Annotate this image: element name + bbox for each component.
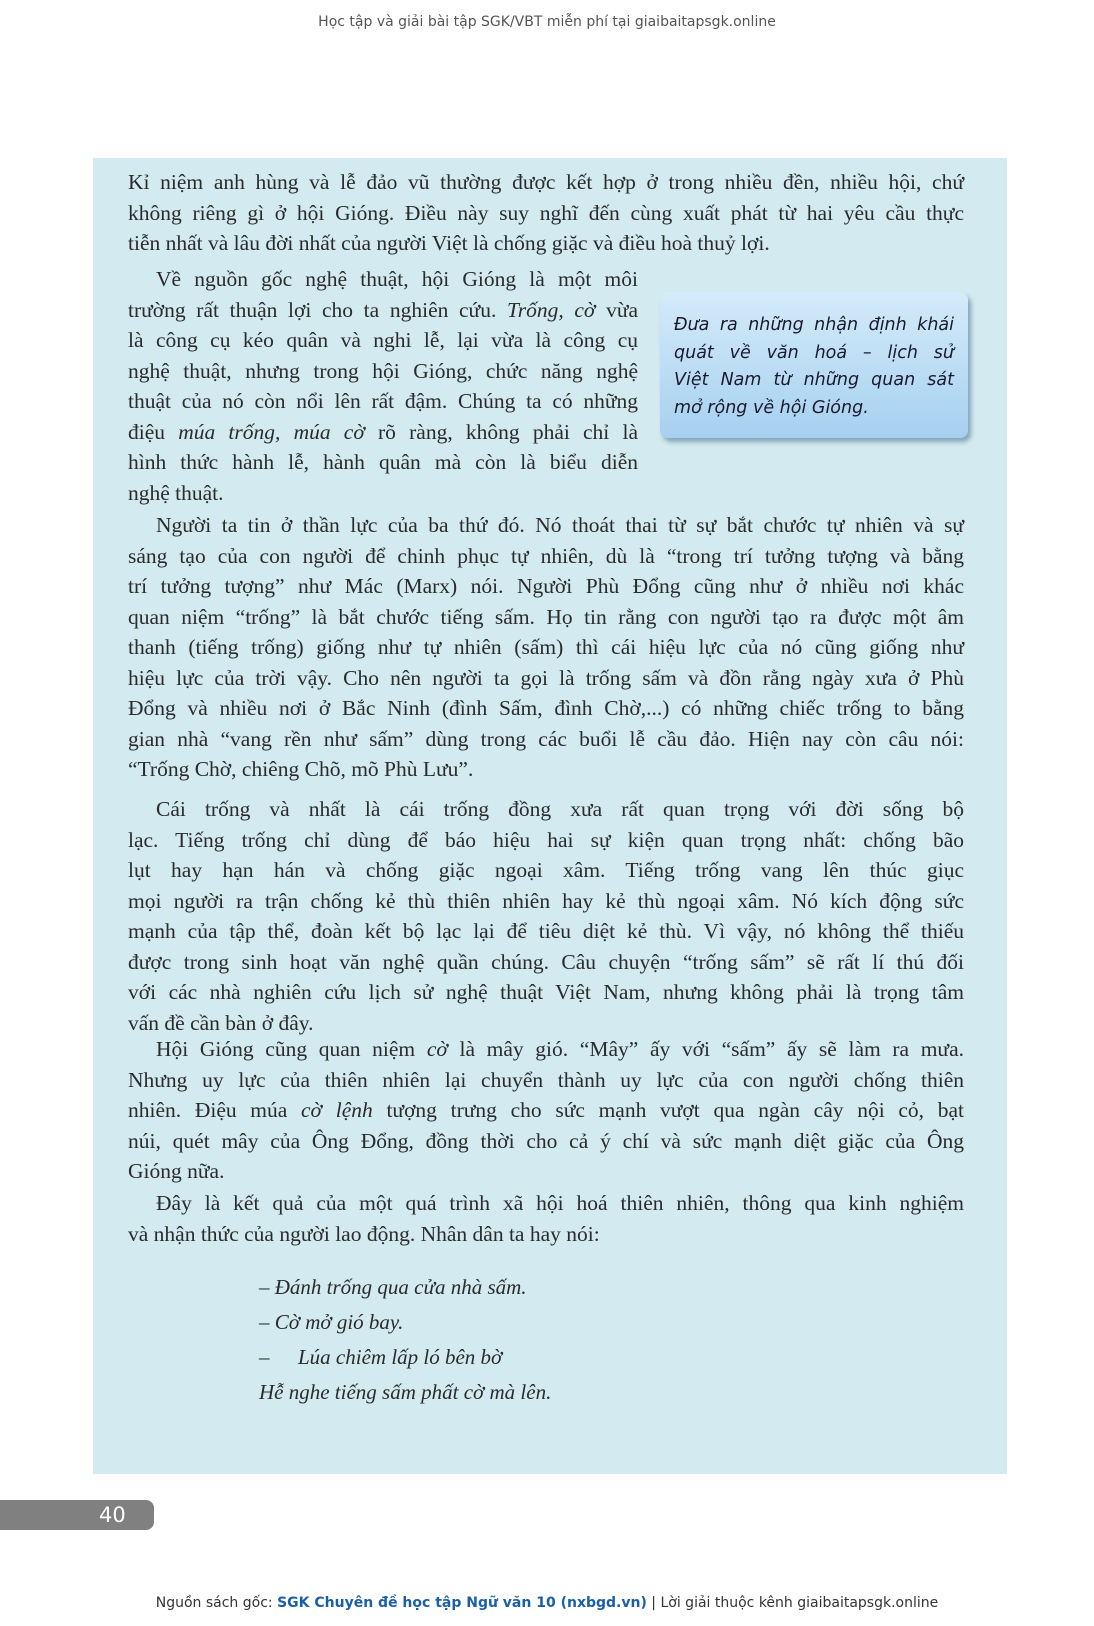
text-line: Đây là kết quả của một quá trình xã hội hoá thiên nhiên, thông qua kinh nghiệm bbox=[156, 1191, 964, 1215]
text-run: hình thức hành lễ, hành quân mà còn là biểu diễn bbox=[128, 450, 638, 474]
text-line bbox=[128, 1126, 964, 1157]
text-line: hiệu lực của trời vậy. Cho nên người ta gọi là trống sấm và đồn rằng ngày xưa ở Phù bbox=[128, 665, 964, 690]
emphasis-term: cờ lệnh bbox=[301, 1098, 373, 1122]
text-run: Hội Gióng cũng quan niệm bbox=[156, 1037, 427, 1061]
text-run: vừa bbox=[595, 297, 639, 322]
site-header: Học tập và giải bài tập SGK/VBT miễn phí tại giaibaitapsgk.online bbox=[318, 14, 776, 30]
text-line: được trong sinh hoạt văn nghệ quần chúng. Câu chuyện “trống sấm” sẽ rất lí thú đối bbox=[128, 949, 964, 974]
callout-line: Việt Nam từ những quan sát bbox=[674, 370, 954, 390]
text-line: lạc. Tiếng trống chỉ dùng để báo hiệu hai sự kiện quan trọng nhất: chống bão bbox=[128, 827, 964, 852]
text-run: điệu bbox=[128, 419, 179, 444]
emphasis-term: múa trống, múa cờ bbox=[178, 419, 365, 444]
text-line bbox=[128, 1034, 964, 1065]
paragraph-bronze-drum bbox=[128, 794, 964, 1038]
text-run: trường rất thuận lợi cho ta nghiên cứu. bbox=[128, 297, 507, 322]
text-run: nghệ thuật. bbox=[128, 480, 224, 505]
text-line bbox=[128, 386, 638, 417]
text-line: trí tưởng tượng” như Mác (Marx) nói. Người Phù Đổng cũng như ở nhiều nơi khác bbox=[128, 574, 964, 598]
text-run: là mây gió. “Mây” ấy với “sấm” ấy sẽ làm ra mưa. bbox=[447, 1037, 965, 1061]
text-run: Gióng nữa. bbox=[128, 1159, 225, 1183]
text-line: vấn đề cần bàn ở đây. bbox=[128, 1010, 314, 1035]
text-line bbox=[128, 1156, 964, 1187]
task-callout bbox=[660, 292, 968, 438]
text-line: và nhận thức của người lao động. Nhân dân ta hay nói: bbox=[128, 1221, 600, 1246]
paragraph-flag-meaning bbox=[128, 1034, 964, 1187]
paragraph-intro bbox=[128, 167, 964, 259]
text-run: tượng trưng cho sức mạnh vượt qua ngàn cây nội cỏ, bạt bbox=[372, 1098, 964, 1122]
source-footer bbox=[0, 1595, 1094, 1611]
text-line: mạnh của tập thể, đoàn kết bộ lạc lại để tiêu diệt kẻ thù. Vì vậy, nó không thể thiếu bbox=[128, 919, 964, 943]
text-line: gian nhà “vang rền như sấm” dùng trong các buổi lễ cầu đảo. Hiện nay còn câu nói: bbox=[128, 726, 964, 751]
text-line bbox=[128, 417, 638, 448]
page-number: 40 bbox=[99, 1503, 126, 1527]
text-run: rõ ràng, không phải chỉ là bbox=[364, 419, 638, 444]
text-line bbox=[128, 1065, 964, 1096]
footer-prefix: Nguồn sách gốc: bbox=[155, 1595, 278, 1611]
folk-verse-4: Hễ nghe tiếng sấm phất cờ mà lên. bbox=[259, 1380, 552, 1404]
page-number-tab bbox=[0, 1500, 154, 1530]
text-line: Cái trống và nhất là cái trống đồng xưa rất quan trọng với đời sống bộ bbox=[156, 797, 964, 821]
text-line: với các nhà nghiên cứu lịch sử nghệ thuật Việt Nam, nhưng không phải là trọng tâm bbox=[128, 980, 964, 1004]
text-line: Người ta tin ở thần lực của ba thứ đó. Nó thoát thai từ sự bắt chước tự nhiên và sự bbox=[156, 513, 964, 537]
folk-verse-3: Lúa chiêm lấp ló bên bờ bbox=[298, 1345, 503, 1369]
paragraph-art-origin bbox=[128, 264, 638, 508]
paragraph-socialization bbox=[128, 1188, 964, 1249]
callout-line: quát về văn hoá – lịch sử bbox=[674, 342, 954, 363]
text-line: không riêng gì ở hội Gióng. Điều này suy nghĩ đến cùng xuất phát từ hai yêu cầu thực bbox=[128, 200, 964, 225]
folk-verse-3-dash: – bbox=[259, 1345, 270, 1369]
text-run: nghệ thuật, nhưng trong hội Gióng, chức năng nghệ bbox=[128, 358, 638, 383]
text-line: “Trống Chờ, chiêng Chõ, mõ Phù Lưu”. bbox=[128, 757, 474, 781]
text-line: Kỉ niệm anh hùng và lễ đảo vũ thường được kết hợp ở trong nhiều đền, nhiều hội, chứ bbox=[128, 170, 964, 194]
text-run: thuật của nó còn nổi lên rất đậm. Chúng ta có những bbox=[128, 389, 638, 413]
text-line: quan niệm “trống” là bắt chước tiếng sấm. Họ tin rằng con người tạo ra được một âm bbox=[128, 604, 964, 629]
text-run: núi, quét mây của Ông Đổng, đồng thời cho cả ý chí và sức mạnh diệt giặc của Ông bbox=[128, 1128, 964, 1153]
text-line: tiễn nhất và lâu đời nhất của người Việt là chống giặc và điều hoà thuỷ lợi. bbox=[128, 231, 770, 255]
callout-line: mở rộng về hội Gióng. bbox=[674, 397, 869, 418]
text-run: Nhưng uy lực của thiên nhiên lại chuyển thành uy lực của con người chống thiên bbox=[128, 1067, 964, 1092]
source-book-link[interactable]: SGK Chuyên đề học tập Ngữ văn 10 (nxbgd.vn) bbox=[277, 1595, 647, 1611]
folk-verse-2: – Cờ mở gió bay. bbox=[259, 1310, 404, 1334]
text-line bbox=[128, 264, 638, 295]
text-line bbox=[128, 478, 638, 509]
footer-suffix: | Lời giải thuộc kênh giaibaitapsgk.online bbox=[646, 1595, 939, 1611]
text-line: mọi người ra trận chống kẻ thù thiên nhiên hay kẻ thù ngoại xâm. Nó kích động sức bbox=[128, 888, 964, 913]
text-line bbox=[128, 325, 638, 356]
text-line: Đổng và nhiều nơi ở Bắc Ninh (đình Sấm, đình Chờ,...) có những chiếc trống to bằng bbox=[128, 696, 964, 720]
text-line bbox=[128, 295, 638, 326]
text-run: nhiên. Điệu múa bbox=[128, 1098, 302, 1122]
callout-line: Đưa ra những nhận định khái bbox=[674, 315, 954, 335]
text-line bbox=[128, 356, 638, 387]
text-line: sáng tạo của con người để chinh phục tự nhiên, dù là “trong trí tưởng tượng và bằng bbox=[128, 543, 964, 568]
text-line bbox=[128, 447, 638, 478]
folk-verse-1: – Đánh trống qua cửa nhà sấm. bbox=[259, 1275, 527, 1299]
text-run: Về nguồn gốc nghệ thuật, hội Gióng là một môi bbox=[156, 267, 638, 291]
text-run: là công cụ kéo quân và nghi lễ, lại vừa là công cụ bbox=[128, 328, 638, 352]
text-line: thanh (tiếng trống) giống như tự nhiên (sấm) thì cái hiệu lực của nó cũng giống như bbox=[128, 635, 964, 659]
paragraph-divine-power bbox=[128, 510, 964, 785]
text-line: lụt hay hạn hán và chống giặc ngoại xâm. Tiếng trống vang lên thúc giục bbox=[128, 858, 964, 882]
emphasis-term: Trống, cờ bbox=[506, 297, 596, 322]
emphasis-term: cờ bbox=[426, 1037, 448, 1061]
text-line bbox=[128, 1095, 964, 1126]
